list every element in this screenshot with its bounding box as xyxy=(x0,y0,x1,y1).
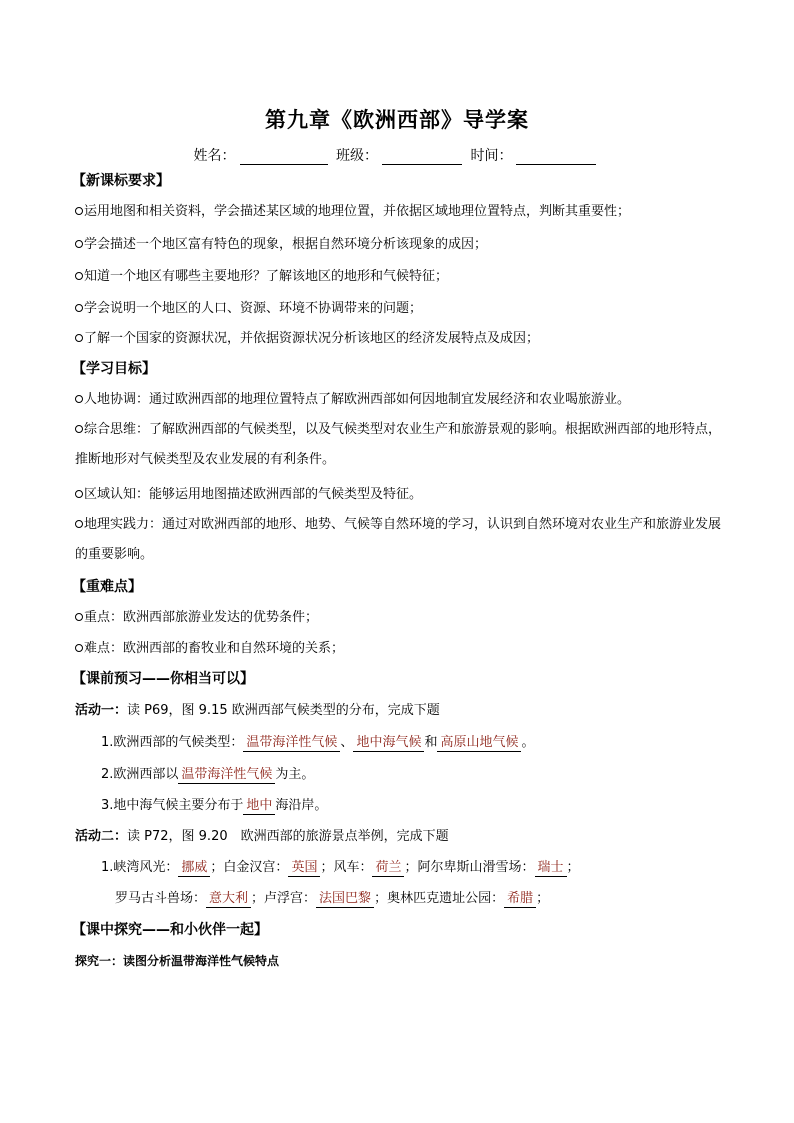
bullet-icon xyxy=(75,272,83,280)
question-mediterranean: 3.地中海气候主要分布于 地中 海沿岸。 xyxy=(101,798,328,813)
section-heading-goals: 【学习目标】 xyxy=(72,361,156,377)
bullet-icon xyxy=(75,613,83,621)
bullet-icon xyxy=(75,520,83,528)
list-item: 区域认知：能够运用地图描述欧洲西部的气候类型及特征。 xyxy=(75,486,422,504)
answer-field[interactable]: 瑞士 xyxy=(535,860,567,877)
explore-one: 探究一：读图分析温带海洋性气候特点 xyxy=(75,954,280,968)
section-heading-curriculum: 【新课标要求】 xyxy=(72,173,170,189)
question-main-climate: 2.欧洲西部以 温带海洋性气候 为主。 xyxy=(101,767,315,782)
bullet-icon xyxy=(75,644,83,652)
answer-field[interactable]: 荷兰 xyxy=(372,860,404,877)
question-attractions-row2: 罗马古斗兽场： 意大利 ；卢浮宫： 法国巴黎 ；奥林匹克遗址公园： 希腊 ； xyxy=(115,891,550,906)
list-item: 运用地图和相关资料，学会描述某区域的地理位置，并依据区域地理位置特点，判断其重要性； xyxy=(75,203,630,221)
answer-field[interactable]: 希腊 xyxy=(504,891,536,908)
answer-field[interactable]: 英国 xyxy=(288,860,320,877)
bullet-icon xyxy=(75,395,83,403)
bullet-icon xyxy=(75,334,83,342)
list-item: 难点：欧洲西部的畜牧业和自然环境的关系； xyxy=(75,640,344,658)
answer-field[interactable]: 地中海气候 xyxy=(353,735,424,752)
bullet-icon xyxy=(75,304,83,312)
time-blank[interactable] xyxy=(516,150,596,165)
activity-two: 活动二：读 P72，图 9.20 欧洲西部的旅游景点举例，完成下题 xyxy=(75,829,449,844)
section-heading-explore: 【课中探究——和小伙伴一起】 xyxy=(72,922,268,938)
answer-field[interactable]: 地中 xyxy=(243,798,275,815)
list-item: 人地协调：通过欧洲西部的地理位置特点了解欧洲西部如何因地制宜发展经济和农业喝旅游业。 xyxy=(75,391,630,409)
bullet-icon xyxy=(75,490,83,498)
bullet-icon xyxy=(75,425,83,433)
answer-field[interactable]: 温带海洋性气候 xyxy=(178,767,275,784)
bullet-icon xyxy=(75,240,83,248)
page-title: 第九章《欧洲西部》导学案 xyxy=(265,107,529,132)
question-attractions-row1: 1.峡湾风光： 挪威 ；白金汉宫： 英国 ；风车： 荷兰 ；阿尔卑斯山滑雪场： 瑞士 ； xyxy=(101,860,580,875)
bullet-icon xyxy=(75,207,83,215)
answer-field[interactable]: 法国巴黎 xyxy=(316,891,374,908)
class-blank[interactable] xyxy=(382,150,462,165)
student-info-row xyxy=(0,145,794,165)
list-item: 学会描述一个地区富有特色的现象，根据自然环境分析该现象的成因； xyxy=(75,236,487,254)
list-item: 学会说明一个地区的人口、资源、环境不协调带来的问题； xyxy=(75,300,422,318)
question-climate-types: 1.欧洲西部的气候类型： 温带海洋性气候 、 地中海气候 和 高原山地气候 。 xyxy=(101,735,535,750)
answer-field[interactable]: 温带海洋性气候 xyxy=(243,735,340,752)
answer-field[interactable]: 意大利 xyxy=(206,891,251,908)
answer-field[interactable]: 高原山地气候 xyxy=(437,735,521,752)
name-blank[interactable] xyxy=(240,150,328,165)
section-heading-preview: 【课前预习——你相当可以】 xyxy=(72,671,254,687)
list-item: 综合思维：了解欧洲西部的气候类型，以及气候类型对农业生产和旅游景观的影响。根据欧洲西部的地形特点，推断地形对气候类型及农业发展的有利条件。 xyxy=(75,422,722,467)
activity-one: 活动一：读 P69，图 9.15 欧洲西部气候类型的分布，完成下题 xyxy=(75,703,440,718)
class-label: 班级： xyxy=(336,148,378,164)
list-item: 地理实践力：通过对欧洲西部的地形、地势、气候等自然环境的学习，认识到自然环境对农业生产和旅游业发展的重要影响。 xyxy=(75,517,722,562)
list-item: 知道一个地区有哪些主要地形？了解该地区的地形和气候特征； xyxy=(75,268,448,286)
time-label: 时间： xyxy=(470,148,513,164)
name-label: 姓名： xyxy=(193,148,236,164)
list-item: 了解一个国家的资源状况，并依据资源状况分析该地区的经济发展特点及成因； xyxy=(75,330,539,348)
section-heading-key-points: 【重难点】 xyxy=(72,579,142,595)
list-item: 重点：欧洲西部旅游业发达的优势条件； xyxy=(75,609,318,627)
answer-field[interactable]: 挪威 xyxy=(178,860,210,877)
